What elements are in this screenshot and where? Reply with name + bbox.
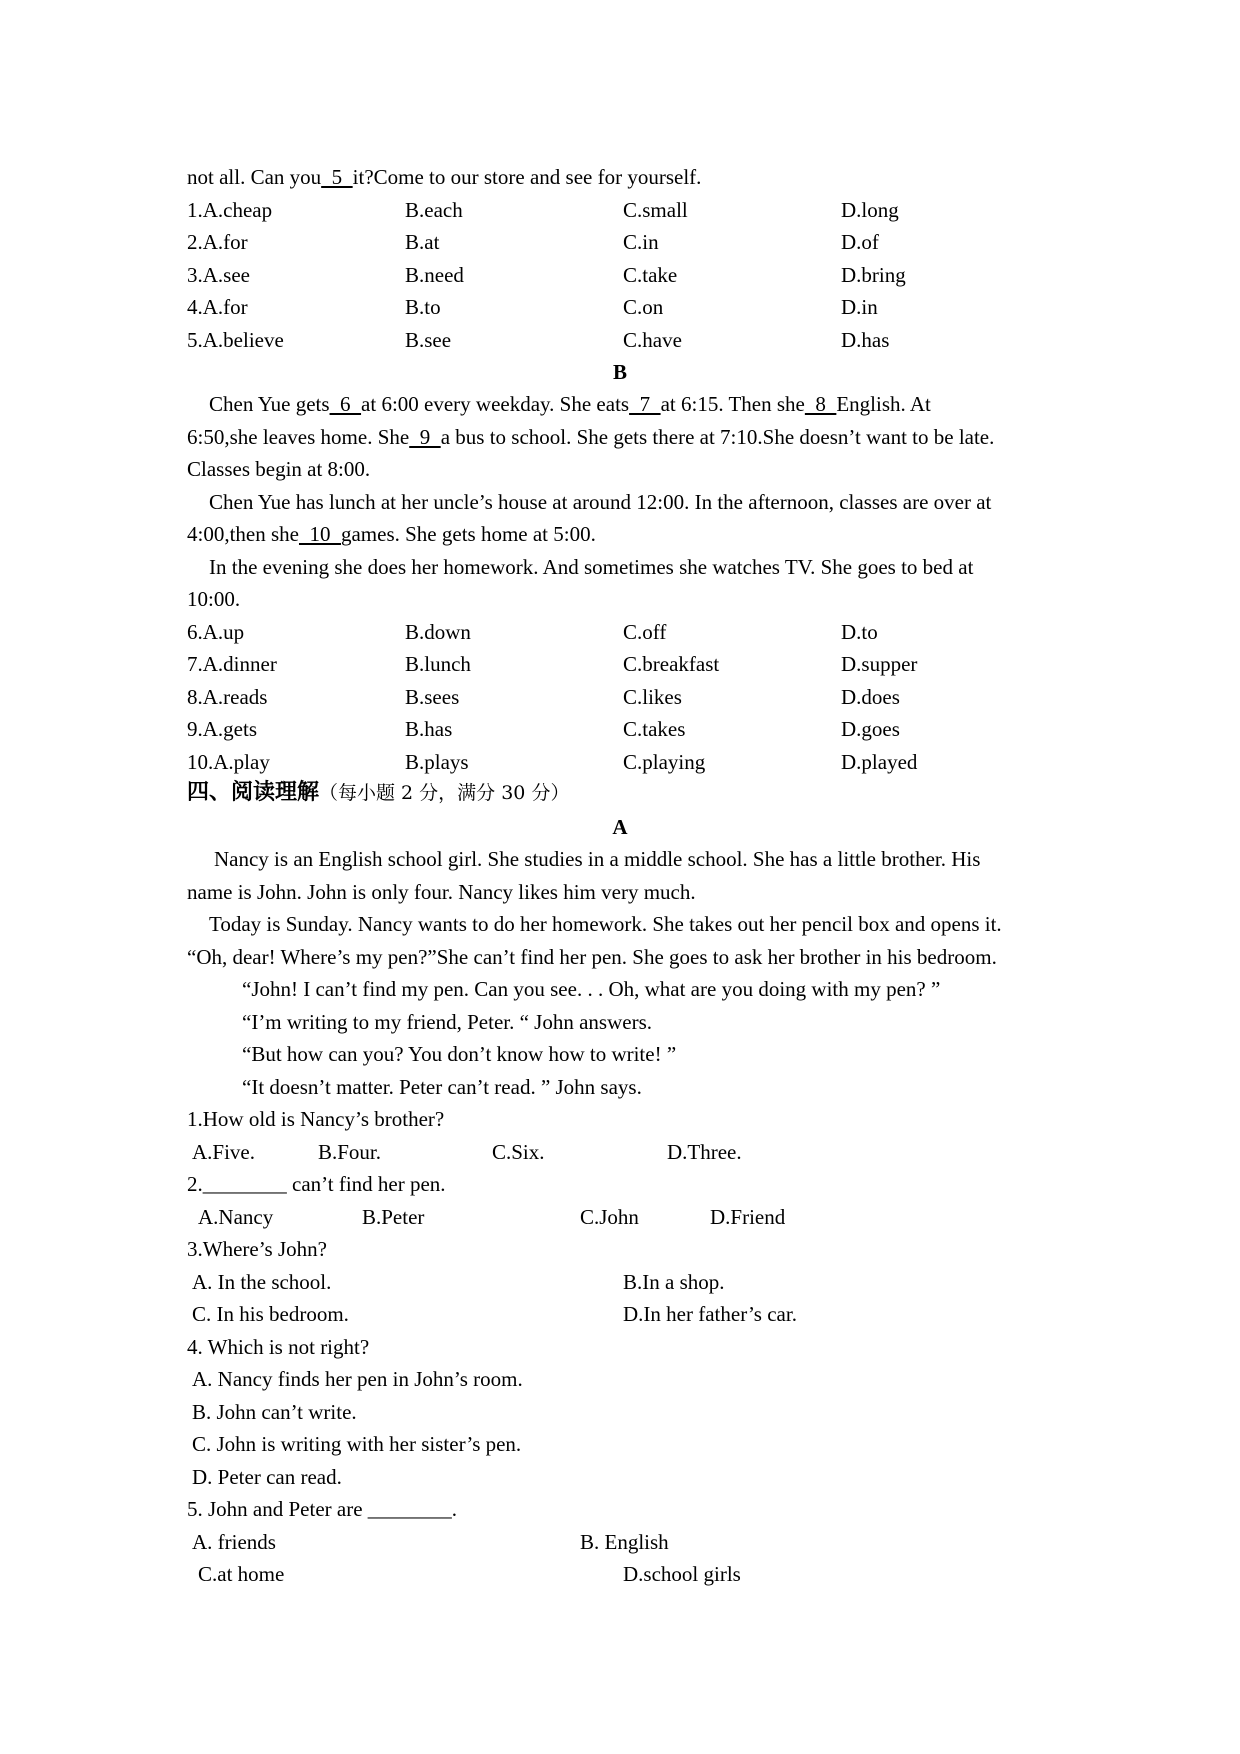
answer-option: B.Peter xyxy=(362,1205,425,1229)
option-d: D.supper xyxy=(841,652,918,676)
answer-option: C. John is writing with her sister’s pen. xyxy=(192,1432,522,1456)
passage-line: In the evening she does her homework. And sometimes she watches TV. She goes to bed at xyxy=(209,555,974,579)
question-3: 3.Where’s John? xyxy=(187,1237,327,1261)
passage-line xyxy=(209,391,1089,417)
option-a: 10.A.play xyxy=(187,750,270,774)
option-d: D.to xyxy=(841,620,878,644)
option-d: D.long xyxy=(841,198,899,222)
answer-option: D.Three. xyxy=(667,1140,742,1164)
option-c: C.off xyxy=(623,620,667,644)
section-heading xyxy=(187,779,1067,806)
question-1: 1.How old is Nancy’s brother? xyxy=(187,1107,445,1131)
question-5: 5. John and Peter are ________. xyxy=(187,1497,458,1521)
passage-line xyxy=(187,521,1067,547)
option-a: 6.A.up xyxy=(187,620,245,644)
text: a bus to school. She gets there at 7:10.She doesn’t want to be late. xyxy=(440,425,995,449)
option-b: B.to xyxy=(405,295,441,319)
option-a: 3.A.see xyxy=(187,263,250,287)
dialogue-line: “But how can you? You don’t know how to write! ” xyxy=(242,1042,677,1066)
option-c: C.playing xyxy=(623,750,706,774)
question-4: 4. Which is not right? xyxy=(187,1335,370,1359)
answer-option: D.In her father’s car. xyxy=(623,1302,797,1326)
option-b: B.at xyxy=(405,230,440,254)
answer-option: A. Nancy finds her pen in John’s room. xyxy=(192,1367,523,1391)
option-c: C.breakfast xyxy=(623,652,720,676)
answer-option: A. friends xyxy=(192,1530,276,1554)
text: games. She gets home at 5:00. xyxy=(340,522,596,546)
answer-option: C.Six. xyxy=(492,1140,545,1164)
option-c: C.small xyxy=(623,198,688,222)
text: at 6:15. Then she xyxy=(660,392,805,416)
section-note: （每小题 2 分，满分 30 分） xyxy=(319,782,570,804)
blank-10: 10 xyxy=(298,522,341,546)
dialogue-line: “I’m writing to my friend, Peter. “ John answers. xyxy=(242,1010,652,1034)
answer-option: B. John can’t write. xyxy=(192,1400,357,1424)
answer-option: A.Nancy xyxy=(198,1205,274,1229)
option-b: B.each xyxy=(405,198,463,222)
answer-option: C. In his bedroom. xyxy=(192,1302,349,1326)
passage-line: Chen Yue has lunch at her uncle’s house at around 12:00. In the afternoon, classes are over at xyxy=(209,490,992,514)
section-b-title: B xyxy=(612,360,627,384)
option-b: B.has xyxy=(405,717,453,741)
blank-5: 5 xyxy=(321,165,353,189)
option-d: D.bring xyxy=(841,263,906,287)
blank-8: 8 xyxy=(804,392,837,416)
dialogue-line: “John! I can’t find my pen. Can you see. . . Oh, what are you doing with my pen? ” xyxy=(242,977,941,1001)
text: it?Come to our store and see for yourself. xyxy=(352,165,702,189)
passage-line: Today is Sunday. Nancy wants to do her homework. She takes out her pencil box and opens it. xyxy=(209,912,1002,936)
option-d: D.has xyxy=(841,328,890,352)
answer-option: B. English xyxy=(580,1530,669,1554)
answer-option: D.Friend xyxy=(710,1205,786,1229)
option-d: D.does xyxy=(841,685,900,709)
option-d: D.goes xyxy=(841,717,900,741)
option-b: B.down xyxy=(405,620,471,644)
text: Chen Yue gets xyxy=(209,392,330,416)
option-c: C.have xyxy=(623,328,682,352)
option-d: D.of xyxy=(841,230,879,254)
answer-option: A. In the school. xyxy=(192,1270,332,1294)
reading-a-title: A xyxy=(612,815,628,839)
option-d: D.in xyxy=(841,295,878,319)
option-a: 2.A.for xyxy=(187,230,248,254)
option-c: C.likes xyxy=(623,685,682,709)
option-d: D.played xyxy=(841,750,918,774)
answer-option: B.In a shop. xyxy=(623,1270,725,1294)
answer-option: A.Five. xyxy=(192,1140,255,1164)
option-c: C.in xyxy=(623,230,659,254)
passage-line xyxy=(187,424,1067,450)
option-a: 8.A.reads xyxy=(187,685,268,709)
passage-line: Classes begin at 8:00. xyxy=(187,457,371,481)
passage-line: Nancy is an English school girl. She studies in a middle school. She has a little brother. His xyxy=(214,847,981,871)
blank-9: 9 xyxy=(409,425,441,449)
question-2: 2.________ can’t find her pen. xyxy=(187,1172,446,1196)
text: at 6:00 every weekday. She eats xyxy=(361,392,630,416)
option-b: B.need xyxy=(405,263,464,287)
option-a: 5.A.believe xyxy=(187,328,284,352)
option-b: B.plays xyxy=(405,750,469,774)
text: 4:00,then she xyxy=(187,522,299,546)
blank-6: 6 xyxy=(329,392,362,416)
answer-option: C.John xyxy=(580,1205,639,1229)
section-title: 四、阅读理解 xyxy=(187,780,320,805)
passage-a-tail xyxy=(187,164,1067,190)
passage-line: name is John. John is only four. Nancy likes him very much. xyxy=(187,880,696,904)
answer-option: D. Peter can read. xyxy=(192,1465,342,1489)
text: not all. Can you xyxy=(187,165,322,189)
option-a: 1.A.cheap xyxy=(187,198,273,222)
option-c: C.takes xyxy=(623,717,686,741)
answer-option: B.Four. xyxy=(318,1140,382,1164)
answer-option: C.at home xyxy=(198,1562,285,1586)
option-a: 7.A.dinner xyxy=(187,652,277,676)
option-a: 4.A.for xyxy=(187,295,248,319)
option-c: C.take xyxy=(623,263,678,287)
option-a: 9.A.gets xyxy=(187,717,257,741)
option-b: B.sees xyxy=(405,685,460,709)
dialogue-line: “It doesn’t matter. Peter can’t read. ” John says. xyxy=(242,1075,642,1099)
text: 6:50,she leaves home. She xyxy=(187,425,410,449)
text: English. At xyxy=(836,392,931,416)
blank-7: 7 xyxy=(629,392,661,416)
option-b: B.lunch xyxy=(405,652,471,676)
option-b: B.see xyxy=(405,328,452,352)
option-c: C.on xyxy=(623,295,664,319)
passage-line: 10:00. xyxy=(187,587,241,611)
passage-line: “Oh, dear! Where’s my pen?”She can’t find her pen. She goes to ask her brother in his bedroom. xyxy=(187,945,997,969)
answer-option: D.school girls xyxy=(623,1562,741,1586)
